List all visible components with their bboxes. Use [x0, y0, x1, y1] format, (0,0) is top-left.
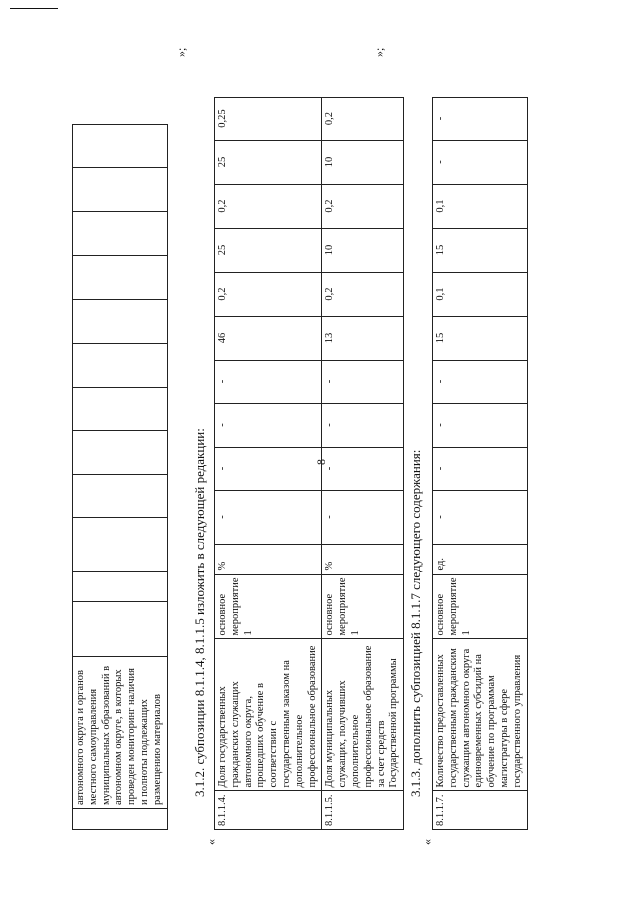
- value-cell: -: [433, 97, 528, 140]
- value-cell: -: [322, 403, 404, 447]
- value-cell: -: [322, 447, 404, 490]
- value-cell: [73, 256, 168, 300]
- value-cell: -: [433, 447, 528, 490]
- value-cell: 0,2: [322, 184, 404, 228]
- value-cell: [73, 168, 168, 212]
- activity: основное мероприятие 1: [322, 574, 404, 639]
- value-cell: -: [215, 447, 322, 490]
- table-row: [433, 97, 528, 829]
- value-cell: -: [215, 490, 322, 544]
- activity-cell: [73, 602, 168, 657]
- value-cell: 0,25: [215, 97, 322, 140]
- value-cell: 0,2: [322, 272, 404, 316]
- section-1-heading: 3.1.2. субпозиции 8.1.1.4, 8.1.1.5 изложить в следующей редакции:: [192, 428, 207, 797]
- value-cell: [73, 344, 168, 388]
- indicator-name: Доля муниципальных служащих, получивших дополнительное профессиональное образование за счет средств Государственной программы: [322, 639, 404, 791]
- value-cell: 10: [322, 228, 404, 272]
- value-cell: 46: [215, 316, 322, 360]
- table-section-1: [214, 97, 404, 830]
- table-row: [215, 97, 322, 829]
- unit: %: [215, 544, 322, 574]
- table-section-2: [432, 97, 528, 830]
- value-cell: [73, 518, 168, 572]
- unit: ед.: [433, 544, 528, 574]
- value-cell: -: [433, 490, 528, 544]
- open-quote-mark: «: [420, 839, 434, 845]
- value-cell: -: [322, 360, 404, 403]
- value-cell: 10: [322, 140, 404, 184]
- value-cell: 0,2: [215, 272, 322, 316]
- value-cell: 13: [322, 316, 404, 360]
- value-cell: [73, 431, 168, 475]
- value-cell: -: [433, 360, 528, 403]
- value-cell: [73, 212, 168, 256]
- table-continuation: [72, 124, 168, 830]
- value-cell: [73, 300, 168, 344]
- activity: основное мероприятие 1: [215, 574, 322, 639]
- value-cell: -: [215, 360, 322, 403]
- value-cell: [73, 388, 168, 431]
- row-number: 8.1.1.7.: [433, 791, 528, 830]
- value-cell: 25: [215, 228, 322, 272]
- indicator-name: Количество предоставленных государственным гражданским служащим автономного округа единовременных субсидий на обучение по программам магистратуры в сфере государственного управления: [433, 639, 528, 791]
- page-number: 8: [314, 459, 328, 465]
- value-cell: -: [322, 490, 404, 544]
- indicator-name-cell: автономного округа и органов местного самоуправления муниципальных образований в автономном округе, в которых проведен мониторинг наличия и полноты подлежащих размещению материалов: [73, 657, 168, 809]
- value-cell: -: [433, 140, 528, 184]
- row-number: 8.1.1.5.: [322, 791, 404, 830]
- value-cell: [73, 125, 168, 168]
- section-2-heading: 3.1.3. дополнить субпозицией 8.1.1.7 следующего содержания:: [408, 449, 423, 797]
- value-cell: 0,2: [215, 184, 322, 228]
- value-cell: -: [433, 403, 528, 447]
- table-row: [322, 97, 404, 829]
- close-quote-mark: »;: [174, 47, 188, 57]
- value-cell: 0,1: [433, 272, 528, 316]
- table-row: [73, 125, 168, 830]
- unit-cell: [73, 572, 168, 602]
- open-quote-mark: «: [204, 839, 218, 845]
- num-cell: [73, 809, 168, 830]
- activity: основное мероприятие 1: [433, 574, 528, 639]
- indicator-name: Доля государственных гражданских служащих автономного округа, прошедших обучение в соответствии с государственным заказом на дополнительное профессиональное образование: [215, 639, 322, 791]
- value-cell: -: [215, 403, 322, 447]
- value-cell: [73, 475, 168, 518]
- close-quote-mark: »;: [372, 47, 386, 57]
- value-cell: 0,1: [433, 184, 528, 228]
- value-cell: 15: [433, 316, 528, 360]
- row-number: 8.1.1.4.: [215, 791, 322, 830]
- unit: %: [322, 544, 404, 574]
- value-cell: 25: [215, 140, 322, 184]
- value-cell: 15: [433, 228, 528, 272]
- value-cell: 0,2: [322, 97, 404, 140]
